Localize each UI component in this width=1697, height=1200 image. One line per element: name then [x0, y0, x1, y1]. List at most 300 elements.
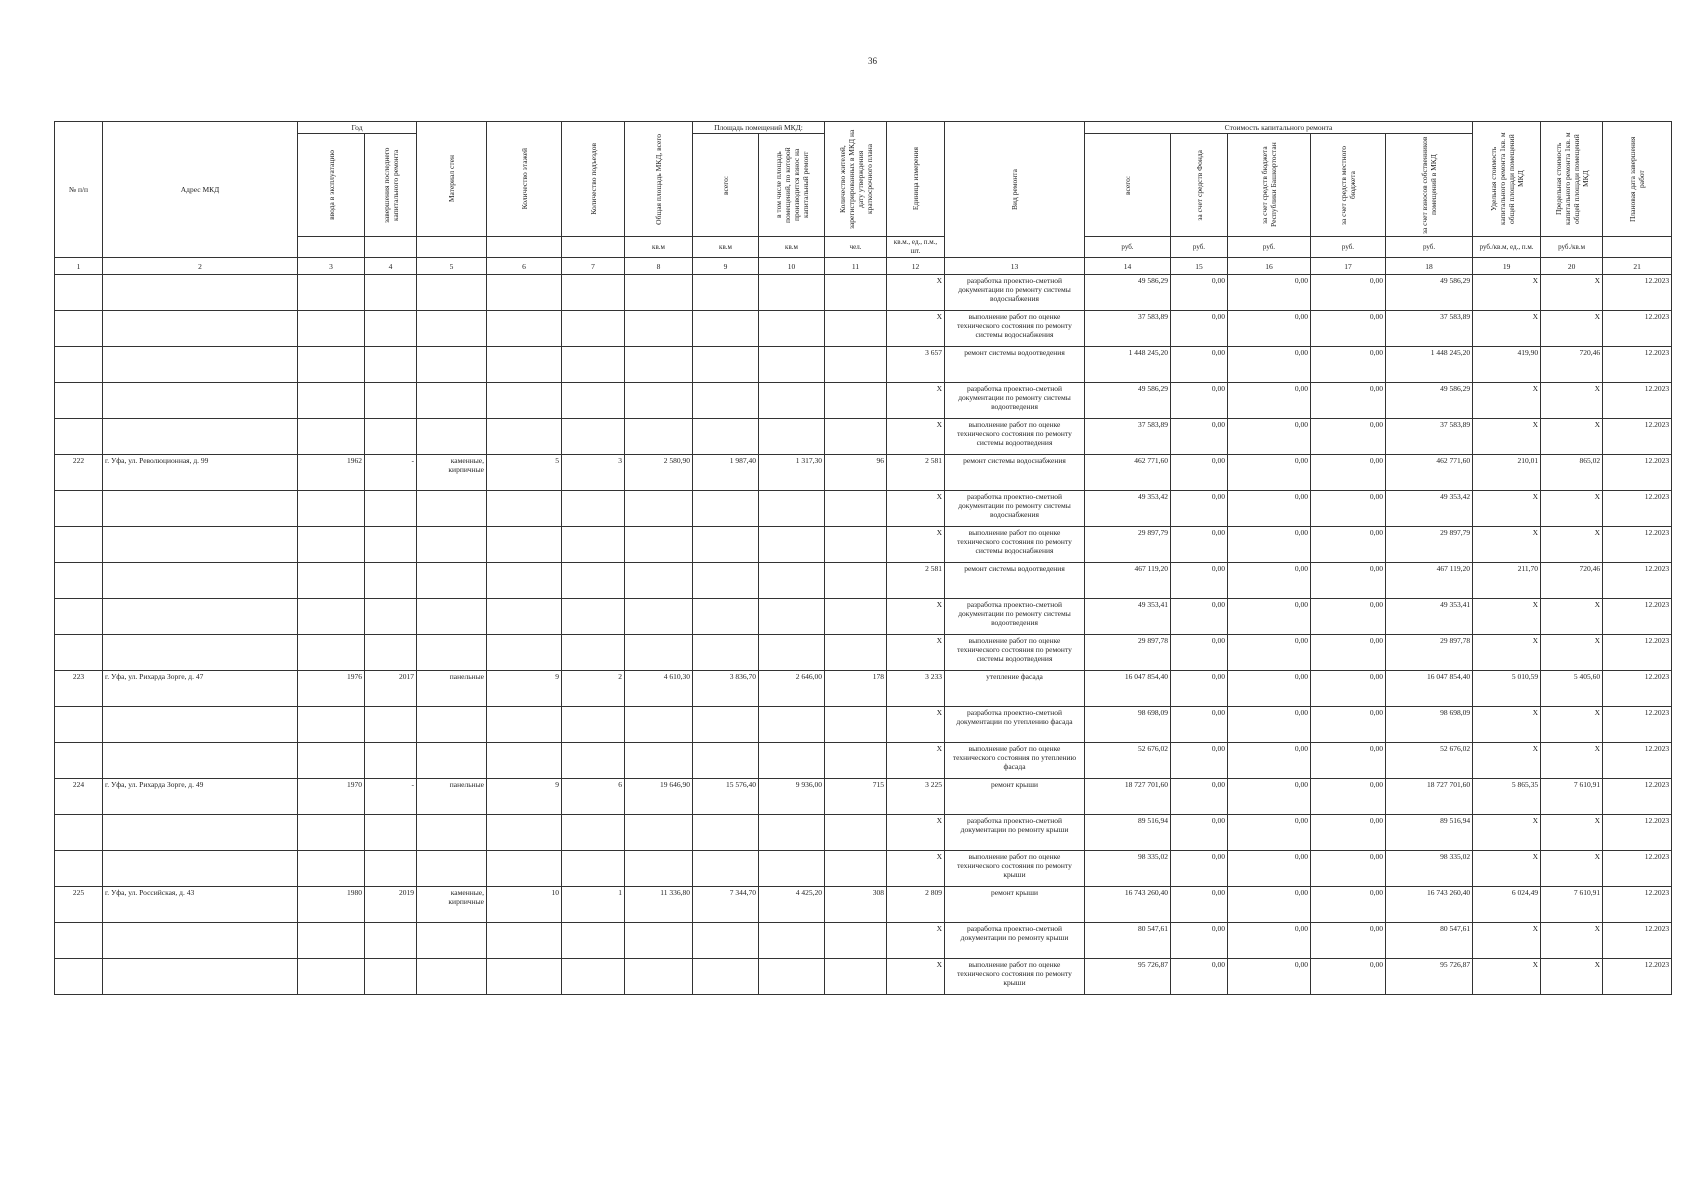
limit-cost: X	[1541, 383, 1603, 419]
cost-local: 0,00	[1311, 527, 1386, 563]
cost-local: 0,00	[1311, 743, 1386, 779]
year-last-repair	[365, 347, 417, 383]
floors	[487, 599, 562, 635]
column-number: 13	[945, 258, 1085, 275]
column-number: 5	[417, 258, 487, 275]
planned-date: 12.2023	[1603, 599, 1672, 635]
year-commission	[298, 311, 365, 347]
total-area	[625, 419, 693, 455]
area-all	[693, 311, 759, 347]
area-contrib: 9 936,00	[759, 779, 825, 815]
cost-total: 49 353,41	[1085, 599, 1171, 635]
area-contrib: 1 317,30	[759, 455, 825, 491]
limit-cost: X	[1541, 959, 1603, 995]
year-last-repair	[365, 383, 417, 419]
cost-republic: 0,00	[1228, 599, 1311, 635]
unit-cell	[562, 237, 625, 258]
floors	[487, 347, 562, 383]
specific-cost: X	[1473, 815, 1541, 851]
row-number	[55, 599, 103, 635]
floors	[487, 491, 562, 527]
specific-cost: X	[1473, 383, 1541, 419]
cost-fund: 0,00	[1171, 491, 1228, 527]
repair-kind: выполнение работ по оценке технического состояния по ремонту крыши	[945, 851, 1085, 887]
row-number	[55, 311, 103, 347]
area-contrib	[759, 347, 825, 383]
total-area	[625, 311, 693, 347]
year-commission	[298, 851, 365, 887]
unit-value: X	[887, 275, 945, 311]
cost-fund: 0,00	[1171, 563, 1228, 599]
unit-value: 3 225	[887, 779, 945, 815]
area-contrib	[759, 851, 825, 887]
entrances	[562, 599, 625, 635]
area-all: 15 576,40	[693, 779, 759, 815]
unit-value: X	[887, 383, 945, 419]
planned-date: 12.2023	[1603, 563, 1672, 599]
cost-owners: 1 448 245,20	[1386, 347, 1473, 383]
wall-material	[417, 419, 487, 455]
cost-total: 98 698,09	[1085, 707, 1171, 743]
residents	[825, 851, 887, 887]
repair-kind: разработка проектно-сметной документации по ремонту системы водоснабжения	[945, 275, 1085, 311]
cost-owners: 98 335,02	[1386, 851, 1473, 887]
wall-material	[417, 311, 487, 347]
specific-cost: X	[1473, 635, 1541, 671]
limit-cost: 720,46	[1541, 347, 1603, 383]
table-row	[55, 815, 1672, 851]
total-area	[625, 815, 693, 851]
address	[103, 815, 298, 851]
hdr-address: Адрес МКД	[103, 122, 298, 258]
cost-local: 0,00	[1311, 491, 1386, 527]
residents	[825, 383, 887, 419]
hdr-cost-fund: за счет средств Фонда	[1194, 149, 1204, 221]
unit-cell: руб.	[1171, 237, 1228, 258]
area-contrib	[759, 527, 825, 563]
area-all	[693, 347, 759, 383]
address: г. Уфа, ул. Российская, д. 43	[103, 887, 298, 923]
cost-fund: 0,00	[1171, 383, 1228, 419]
cost-total: 18 727 701,60	[1085, 779, 1171, 815]
cost-local: 0,00	[1311, 563, 1386, 599]
unit-value: X	[887, 635, 945, 671]
repair-kind: ремонт системы водоотведения	[945, 563, 1085, 599]
total-area	[625, 347, 693, 383]
address	[103, 383, 298, 419]
repair-kind: разработка проектно-сметной документации по ремонту крыши	[945, 815, 1085, 851]
hdr-num: № п/п	[55, 122, 103, 258]
cost-republic: 0,00	[1228, 851, 1311, 887]
cost-local: 0,00	[1311, 419, 1386, 455]
cost-local: 0,00	[1311, 347, 1386, 383]
floors	[487, 311, 562, 347]
area-contrib	[759, 563, 825, 599]
wall-material: панельные	[417, 671, 487, 707]
cost-fund: 0,00	[1171, 419, 1228, 455]
limit-cost: 720,46	[1541, 563, 1603, 599]
specific-cost: 419,90	[1473, 347, 1541, 383]
area-all	[693, 383, 759, 419]
residents: 96	[825, 455, 887, 491]
unit-cell: руб./кв.м, ед., п.м.	[1473, 237, 1541, 258]
column-number: 2	[103, 258, 298, 275]
residents	[825, 563, 887, 599]
cost-total: 49 353,42	[1085, 491, 1171, 527]
entrances	[562, 707, 625, 743]
residents	[825, 743, 887, 779]
area-all	[693, 707, 759, 743]
address	[103, 635, 298, 671]
entrances	[562, 491, 625, 527]
cost-local: 0,00	[1311, 959, 1386, 995]
repair-kind: ремонт системы водоснабжения	[945, 455, 1085, 491]
area-contrib: 2 646,00	[759, 671, 825, 707]
unit-cell	[487, 237, 562, 258]
floors	[487, 635, 562, 671]
unit-value: 2 581	[887, 563, 945, 599]
cost-total: 52 676,02	[1085, 743, 1171, 779]
residents: 715	[825, 779, 887, 815]
cost-owners: 37 583,89	[1386, 311, 1473, 347]
wall-material	[417, 959, 487, 995]
residents: 178	[825, 671, 887, 707]
cost-owners: 18 727 701,60	[1386, 779, 1473, 815]
row-number	[55, 923, 103, 959]
residents	[825, 959, 887, 995]
area-all	[693, 491, 759, 527]
year-commission	[298, 563, 365, 599]
cost-republic: 0,00	[1228, 635, 1311, 671]
year-last-repair	[365, 311, 417, 347]
wall-material: каменные, кирпичные	[417, 455, 487, 491]
address	[103, 959, 298, 995]
unit-value: 3 657	[887, 347, 945, 383]
row-number	[55, 347, 103, 383]
hdr-limit-cost: Предельная стоимость капитального ремонта 1кв. м общей площади помещений МКД	[1553, 132, 1590, 226]
planned-date: 12.2023	[1603, 383, 1672, 419]
year-commission	[298, 419, 365, 455]
repair-kind: выполнение работ по оценке технического состояния по ремонту крыши	[945, 959, 1085, 995]
planned-date: 12.2023	[1603, 923, 1672, 959]
hdr-wall-material: Материал стен	[447, 155, 456, 203]
year-last-repair	[365, 815, 417, 851]
cost-fund: 0,00	[1171, 923, 1228, 959]
hdr-year-last-repair: завершения последнего капитального ремонта	[381, 147, 400, 223]
cost-local: 0,00	[1311, 707, 1386, 743]
specific-cost: X	[1473, 959, 1541, 995]
specific-cost: 210,01	[1473, 455, 1541, 491]
limit-cost: X	[1541, 923, 1603, 959]
cost-fund: 0,00	[1171, 779, 1228, 815]
specific-cost: 5 865,35	[1473, 779, 1541, 815]
row-number	[55, 419, 103, 455]
planned-date: 12.2023	[1603, 635, 1672, 671]
year-commission	[298, 347, 365, 383]
planned-date: 12.2023	[1603, 743, 1672, 779]
unit-value: X	[887, 419, 945, 455]
repair-kind: выполнение работ по оценке технического состояния по ремонту системы водоснабжения	[945, 527, 1085, 563]
row-number: 223	[55, 671, 103, 707]
residents: 308	[825, 887, 887, 923]
specific-cost: X	[1473, 923, 1541, 959]
unit-cell: руб.	[1311, 237, 1386, 258]
entrances	[562, 419, 625, 455]
entrances	[562, 563, 625, 599]
cost-total: 37 583,89	[1085, 311, 1171, 347]
cost-republic: 0,00	[1228, 959, 1311, 995]
hdr-specific-cost: Удельная стоимость капитального ремонта 1кв. м общей площади помещений МКД	[1488, 132, 1525, 226]
total-area	[625, 383, 693, 419]
hdr-repair-kind: Вид ремонта	[1010, 169, 1019, 210]
cost-owners: 29 897,78	[1386, 635, 1473, 671]
unit-cell: чел.	[825, 237, 887, 258]
cost-total: 49 586,29	[1085, 275, 1171, 311]
year-last-repair: 2019	[365, 887, 417, 923]
repair-kind: выполнение работ по оценке технического состояния по ремонту системы водоотведения	[945, 419, 1085, 455]
column-number: 20	[1541, 258, 1603, 275]
limit-cost: 5 405,60	[1541, 671, 1603, 707]
cost-total: 49 586,29	[1085, 383, 1171, 419]
floors	[487, 851, 562, 887]
unit-value: X	[887, 707, 945, 743]
unit-cell: руб.	[1085, 237, 1171, 258]
cost-total: 37 583,89	[1085, 419, 1171, 455]
entrances: 3	[562, 455, 625, 491]
specific-cost: X	[1473, 707, 1541, 743]
planned-date: 12.2023	[1603, 455, 1672, 491]
wall-material	[417, 383, 487, 419]
unit-value: X	[887, 743, 945, 779]
cost-total: 89 516,94	[1085, 815, 1171, 851]
specific-cost: X	[1473, 851, 1541, 887]
cost-owners: 16 743 260,40	[1386, 887, 1473, 923]
cost-republic: 0,00	[1228, 455, 1311, 491]
repair-kind: выполнение работ по оценке технического состояния по ремонту системы водоотведения	[945, 635, 1085, 671]
total-area: 19 646,90	[625, 779, 693, 815]
specific-cost: X	[1473, 599, 1541, 635]
table-row	[55, 887, 1672, 923]
unit-cell: кв.м	[693, 237, 759, 258]
cost-republic: 0,00	[1228, 923, 1311, 959]
floors	[487, 923, 562, 959]
hdr-area-contrib: в том числе площадь помещений, по которой производится взнос на капитальный ремонт	[773, 147, 810, 223]
entrances	[562, 347, 625, 383]
column-number: 3	[298, 258, 365, 275]
column-number: 17	[1311, 258, 1386, 275]
area-contrib	[759, 491, 825, 527]
hdr-unit: Единица измерения	[911, 147, 920, 211]
cost-total: 467 119,20	[1085, 563, 1171, 599]
planned-date: 12.2023	[1603, 491, 1672, 527]
unit-value: X	[887, 923, 945, 959]
wall-material	[417, 815, 487, 851]
hdr-year-group: Год	[298, 122, 417, 134]
address	[103, 743, 298, 779]
area-all	[693, 851, 759, 887]
unit-value: X	[887, 851, 945, 887]
column-number: 4	[365, 258, 417, 275]
limit-cost: X	[1541, 635, 1603, 671]
area-all	[693, 599, 759, 635]
area-contrib	[759, 959, 825, 995]
table-row	[55, 671, 1672, 707]
specific-cost: X	[1473, 419, 1541, 455]
row-number	[55, 815, 103, 851]
table-row	[55, 635, 1672, 671]
cost-fund: 0,00	[1171, 707, 1228, 743]
table-row	[55, 347, 1672, 383]
wall-material	[417, 599, 487, 635]
area-contrib	[759, 419, 825, 455]
wall-material	[417, 743, 487, 779]
unit-value: X	[887, 599, 945, 635]
cost-republic: 0,00	[1228, 563, 1311, 599]
area-contrib	[759, 383, 825, 419]
unit-cell: кв.м., ед., п.м., шт.	[887, 237, 945, 258]
limit-cost: X	[1541, 707, 1603, 743]
column-number: 6	[487, 258, 562, 275]
year-last-repair	[365, 527, 417, 563]
repair-kind: разработка проектно-сметной документации по ремонту системы водоотведения	[945, 599, 1085, 635]
column-number: 12	[887, 258, 945, 275]
hdr-cost-owners: за счет взносов собственников помещений в МКД	[1420, 136, 1439, 234]
unit-cell: кв.м	[759, 237, 825, 258]
cost-owners: 49 586,29	[1386, 383, 1473, 419]
residents	[825, 815, 887, 851]
row-number	[55, 635, 103, 671]
entrances	[562, 923, 625, 959]
repair-kind: выполнение работ по оценке технического состояния по ремонту системы водоснабжения	[945, 311, 1085, 347]
cost-republic: 0,00	[1228, 671, 1311, 707]
cost-fund: 0,00	[1171, 455, 1228, 491]
table-row	[55, 779, 1672, 815]
residents	[825, 419, 887, 455]
row-number	[55, 563, 103, 599]
floors	[487, 707, 562, 743]
cost-total: 95 726,87	[1085, 959, 1171, 995]
area-contrib	[759, 275, 825, 311]
year-commission	[298, 599, 365, 635]
cost-fund: 0,00	[1171, 887, 1228, 923]
year-commission	[298, 491, 365, 527]
column-number: 7	[562, 258, 625, 275]
column-number: 21	[1603, 258, 1672, 275]
floors	[487, 275, 562, 311]
planned-date: 12.2023	[1603, 707, 1672, 743]
area-all	[693, 419, 759, 455]
area-contrib: 4 425,20	[759, 887, 825, 923]
cost-local: 0,00	[1311, 671, 1386, 707]
table-row	[55, 743, 1672, 779]
hdr-cost-republic: за счет средств бюджета Республики Башкортостан	[1260, 142, 1278, 228]
unit-value: X	[887, 959, 945, 995]
limit-cost: 7 610,91	[1541, 887, 1603, 923]
limit-cost: X	[1541, 419, 1603, 455]
residents	[825, 599, 887, 635]
unit-cell: руб.	[1228, 237, 1311, 258]
cost-republic: 0,00	[1228, 311, 1311, 347]
repair-kind: разработка проектно-сметной документации по утеплению фасада	[945, 707, 1085, 743]
table-row	[55, 563, 1672, 599]
floors	[487, 959, 562, 995]
hdr-total-area: Общая площадь МКД, всего	[654, 133, 663, 225]
row-number	[55, 959, 103, 995]
cost-local: 0,00	[1311, 851, 1386, 887]
year-last-repair	[365, 743, 417, 779]
unit-value: X	[887, 491, 945, 527]
cost-republic: 0,00	[1228, 743, 1311, 779]
cost-republic: 0,00	[1228, 491, 1311, 527]
repair-kind: разработка проектно-сметной документации по ремонту крыши	[945, 923, 1085, 959]
column-number: 19	[1473, 258, 1541, 275]
hdr-cost-local: за счет средств местного бюджета	[1339, 145, 1357, 225]
residents	[825, 635, 887, 671]
cost-fund: 0,00	[1171, 815, 1228, 851]
cost-total: 1 448 245,20	[1085, 347, 1171, 383]
wall-material	[417, 851, 487, 887]
area-all	[693, 563, 759, 599]
planned-date: 12.2023	[1603, 959, 1672, 995]
year-commission: 1962	[298, 455, 365, 491]
area-all	[693, 815, 759, 851]
limit-cost: 7 610,91	[1541, 779, 1603, 815]
address: г. Уфа, ул. Рихарда Зорге, д. 47	[103, 671, 298, 707]
area-contrib	[759, 923, 825, 959]
limit-cost: X	[1541, 491, 1603, 527]
area-contrib	[759, 599, 825, 635]
limit-cost: 865,02	[1541, 455, 1603, 491]
row-number: 222	[55, 455, 103, 491]
specific-cost: 6 024,49	[1473, 887, 1541, 923]
address	[103, 599, 298, 635]
unit-value: X	[887, 527, 945, 563]
cost-republic: 0,00	[1228, 707, 1311, 743]
area-all: 1 987,40	[693, 455, 759, 491]
limit-cost: X	[1541, 599, 1603, 635]
total-area	[625, 923, 693, 959]
floors	[487, 743, 562, 779]
table-row	[55, 455, 1672, 491]
cost-local: 0,00	[1311, 779, 1386, 815]
wall-material	[417, 707, 487, 743]
total-area	[625, 527, 693, 563]
limit-cost: X	[1541, 743, 1603, 779]
address	[103, 707, 298, 743]
row-number	[55, 275, 103, 311]
area-all	[693, 527, 759, 563]
wall-material	[417, 275, 487, 311]
address	[103, 491, 298, 527]
cost-owners: 467 119,20	[1386, 563, 1473, 599]
total-area	[625, 275, 693, 311]
table-row	[55, 959, 1672, 995]
total-area	[625, 635, 693, 671]
cost-owners: 89 516,94	[1386, 815, 1473, 851]
cost-fund: 0,00	[1171, 743, 1228, 779]
year-last-repair	[365, 275, 417, 311]
total-area	[625, 491, 693, 527]
column-number: 1	[55, 258, 103, 275]
year-commission	[298, 635, 365, 671]
residents	[825, 923, 887, 959]
cost-fund: 0,00	[1171, 851, 1228, 887]
limit-cost: X	[1541, 311, 1603, 347]
year-last-repair	[365, 707, 417, 743]
repair-kind: ремонт системы водоотведения	[945, 347, 1085, 383]
unit-value: X	[887, 815, 945, 851]
unit-cell: кв.м	[625, 237, 693, 258]
